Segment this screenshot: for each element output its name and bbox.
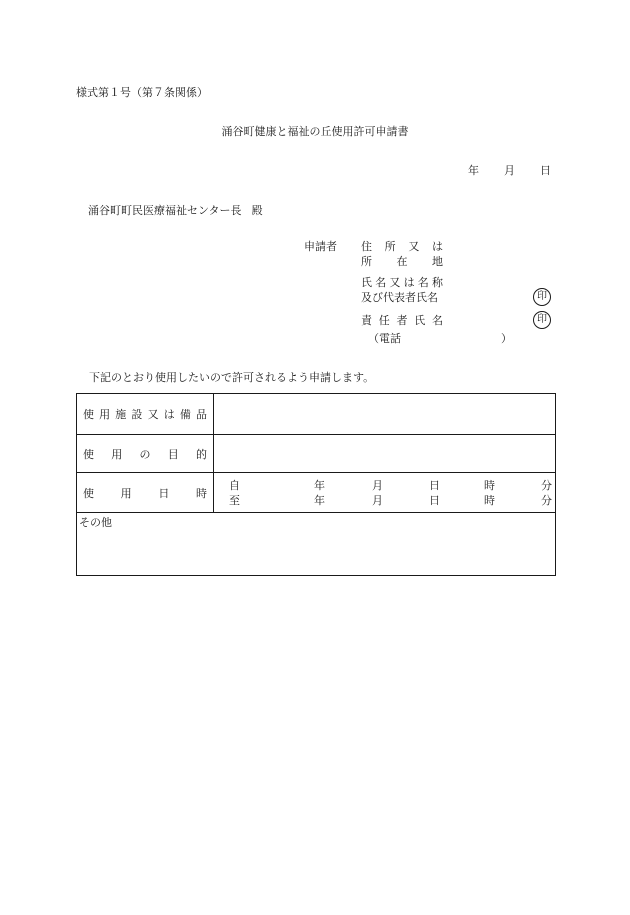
- char: 所: [361, 255, 372, 268]
- char: 用: [111, 447, 123, 461]
- char: 使: [83, 447, 94, 461]
- address-label-line2: [361, 255, 443, 269]
- char: 氏: [414, 314, 426, 327]
- char: 責: [361, 314, 372, 327]
- from-hour-label: 時: [484, 478, 495, 492]
- date-year-label: 年: [468, 164, 479, 177]
- char: 使: [83, 486, 94, 500]
- char: 所: [384, 240, 396, 253]
- table-row-facility: [77, 394, 556, 435]
- table-row-purpose: [77, 435, 556, 473]
- char: 用: [120, 486, 132, 500]
- char: 任: [378, 314, 390, 327]
- char: は: [163, 408, 175, 421]
- char: 名: [417, 276, 429, 289]
- phone-label: （電話: [368, 332, 401, 345]
- char: 又: [147, 408, 159, 421]
- date-month-label: 月: [504, 164, 515, 177]
- table-row-datetime: [77, 473, 556, 513]
- other-cell[interactable]: [77, 513, 556, 576]
- char: 氏: [361, 276, 372, 289]
- char: は: [403, 276, 415, 289]
- application-table: [76, 393, 556, 576]
- date-day-label: 日: [540, 164, 551, 177]
- facility-label: [77, 394, 214, 435]
- from-day-label: 日: [429, 478, 440, 492]
- char: 称: [431, 276, 443, 289]
- to-day-label: 日: [429, 493, 440, 507]
- applicant-label: 申請者: [304, 240, 337, 253]
- char: 在: [396, 255, 408, 268]
- char: 者: [396, 314, 408, 327]
- name-label-line2: 及び代表者氏名: [361, 291, 438, 304]
- form-title: 涌谷町健康と福祉の丘使用許可申請書: [221, 125, 409, 138]
- char: 名: [432, 314, 443, 327]
- facility-value-cell[interactable]: [214, 394, 556, 435]
- other-label: その他: [79, 516, 112, 529]
- char: 名: [375, 276, 387, 289]
- table-row-other: [77, 513, 556, 576]
- datetime-label: [77, 473, 214, 513]
- to-minute-label: 分: [541, 493, 552, 507]
- from-month-label: 月: [372, 478, 383, 492]
- char: 又: [408, 240, 420, 253]
- char: 備: [179, 408, 191, 421]
- char: 又: [389, 276, 401, 289]
- datetime-value-cell[interactable]: [214, 473, 556, 513]
- to-label: 至: [229, 493, 240, 507]
- char: 用: [99, 408, 111, 421]
- address-label-line1: [361, 240, 443, 254]
- seal-mark-responsible: 印: [533, 311, 551, 329]
- char: 目: [167, 447, 179, 461]
- char: 地: [432, 255, 443, 268]
- char: 的: [196, 447, 207, 461]
- responsible-person-label: [361, 314, 443, 328]
- char: 設: [131, 408, 143, 421]
- from-year-label: 年: [314, 478, 325, 492]
- purpose-label: [77, 435, 214, 473]
- to-year-label: 年: [314, 493, 325, 507]
- datetime-from-line: [214, 478, 555, 493]
- to-hour-label: 時: [484, 493, 495, 507]
- char: 施: [115, 408, 127, 421]
- char: 時: [195, 486, 207, 500]
- seal-mark-name: 印: [533, 288, 551, 306]
- char: 使: [83, 408, 94, 421]
- purpose-value-cell[interactable]: [214, 435, 556, 473]
- name-label-line1: [361, 276, 443, 290]
- addressee-name: 涌谷町町民医療福祉センター長: [88, 204, 242, 217]
- char: の: [139, 447, 151, 461]
- addressee-honorific: 殿: [251, 204, 263, 217]
- datetime-to-line: [214, 493, 555, 508]
- char: は: [431, 240, 443, 253]
- from-label: 自: [229, 478, 240, 492]
- char: 日: [158, 486, 170, 500]
- char: 住: [361, 240, 372, 253]
- intro-text: 下記のとおり使用したいので許可されるよう申請します。: [89, 371, 375, 384]
- to-month-label: 月: [372, 493, 383, 507]
- phone-close-paren: ）: [501, 332, 512, 345]
- char: 品: [195, 408, 207, 421]
- addressee: [88, 204, 263, 218]
- form-number: 様式第１号（第７条関係）: [76, 86, 208, 99]
- from-minute-label: 分: [541, 478, 552, 492]
